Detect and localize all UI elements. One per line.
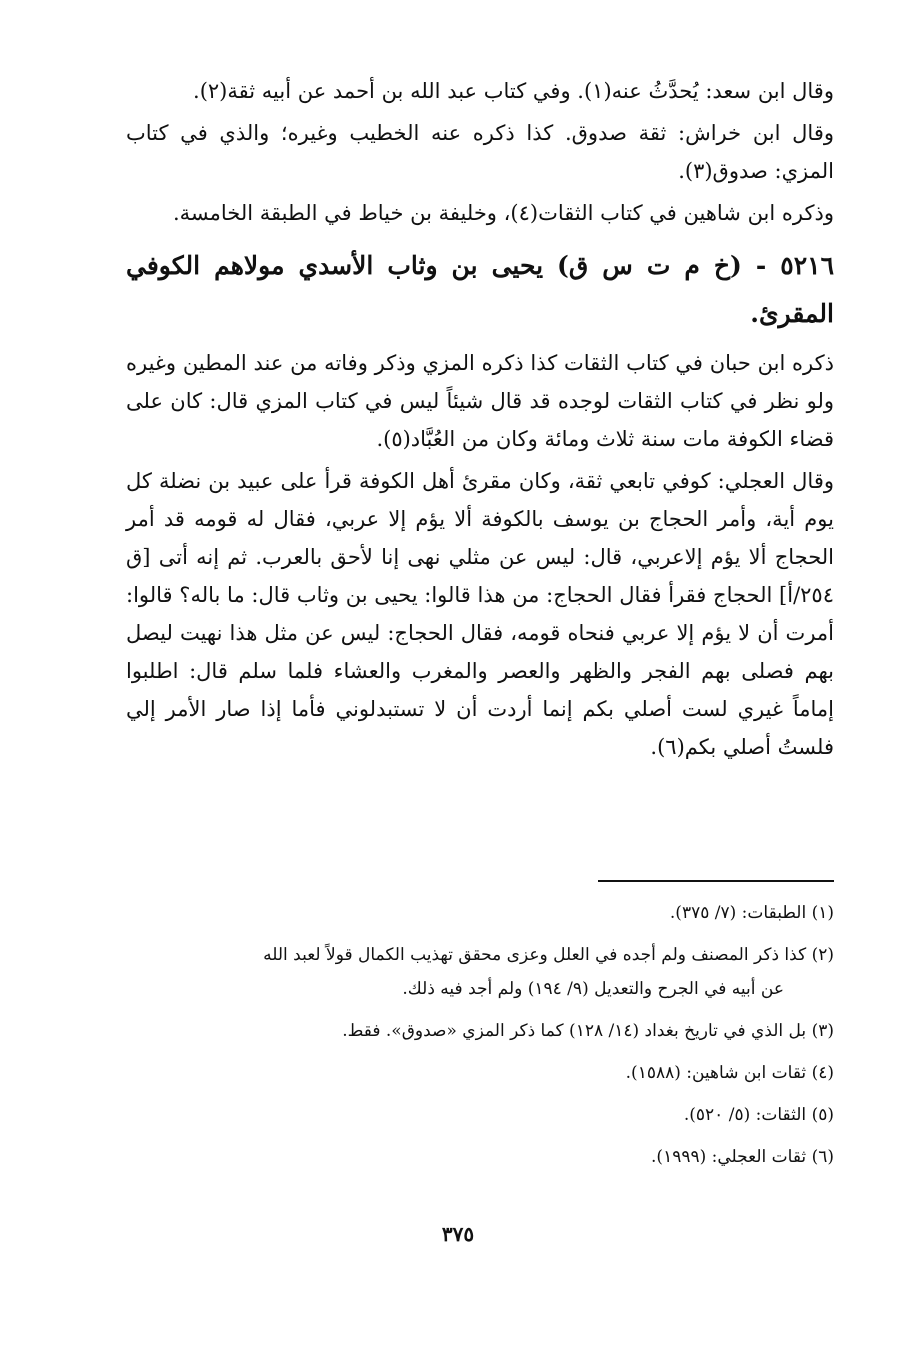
footnote: [126, 938, 834, 1006]
footnote-text: ثقات ابن شاهين: (١٥٨٨).: [625, 1063, 807, 1083]
main-text: [126, 72, 834, 770]
footnote-number: (٤): [811, 1063, 834, 1083]
footnote: [126, 1056, 834, 1090]
footnote-number: (١): [811, 903, 834, 923]
footnote: [126, 1140, 834, 1174]
footnote-text: كذا ذكر المصنف ولم أجده في العلل وعزى محقق تهذيب الكمال قولاً لعبد الله: [263, 945, 807, 965]
footnote-continuation: عن أبيه في الجرح والتعديل (٩/ ١٩٤) ولم أجد فيه ذلك.: [402, 979, 784, 999]
footnote-number: (٣): [811, 1021, 834, 1041]
footnote-text: الطبقات: (٧/ ٣٧٥).: [669, 903, 807, 923]
footnotes: [126, 896, 834, 1182]
paragraph-ibn-khirash: وقال ابن خراش: ثقة صدوق. كذا ذكره عنه الخطيب وغيره؛ والذي في كتاب المزي: صدوق(٣).: [126, 121, 834, 183]
footnote-text: الثقات: (٥/ ٥٢٠).: [683, 1105, 807, 1125]
footnote: [126, 1098, 834, 1132]
paragraph-ibn-shahin: وذكره ابن شاهين في كتاب الثقات(٤)، وخليفة بن خياط في الطبقة الخامسة.: [172, 201, 834, 225]
footnote-number: (٥): [811, 1105, 834, 1125]
paragraph-ibn-hibban: ذكره ابن حبان في كتاب الثقات كذا ذكره المزي وذكر وفاته من عند المطين وغيره ولو نظر في كتاب الثقات لوجده قد قال شيئاً ليس في كتاب المزي قال: كان على قضاء الكوفة مات سنة ثلاث ومائة وكان من العُبَّاد(٥).: [126, 351, 834, 451]
paragraph-ibn-saad: وقال ابن سعد: يُحدَّثُ عنه(١). وفي كتاب عبد الله بن أحمد عن أبيه ثقة(٢).: [193, 79, 834, 103]
page-number: ٣٧٥: [441, 1222, 475, 1246]
footnote-separator: [598, 880, 834, 882]
footnote-text: بل الذي في تاريخ بغداد (١٤/ ١٢٨) كما ذكر المزي «صدوق». فقط.: [342, 1021, 807, 1041]
footnote: [126, 1014, 834, 1048]
entry-heading: ٥٢١٦ - (خ م ت س ق) يحيى بن وثاب الأسدي مولاهم الكوفي المقرئ.: [126, 251, 834, 328]
footnote-number: (٦): [811, 1147, 834, 1167]
footnote-text: ثقات العجلي: (١٩٩٩).: [651, 1147, 807, 1167]
footnote-number: (٢): [811, 945, 834, 965]
paragraph-al-ijli: وقال العجلي: كوفي تابعي ثقة، وكان مقرئ أهل الكوفة قرأ على عبيد بن نضلة كل يوم أية، وأمر الحجاج بن يوسف بالكوفة ألا يؤم إلا عربي، فقال له قومه قد أمر الحجاج ألا يؤم إلاعربي، قال: ليس عن مثلي نهى إنا لأحق بالعرب. ثم إنه أتى [ق ٢٥٤/أ] الحجاج فقرأ فقال الحجاج: من هذا قالوا: يحيى بن وثاب قال: ما باله؟ قالوا: أمرت أن لا يؤم إلا عربي فنحاه قومه، فقال الحجاج: ليس عن مثل هذا نهيت ليصل بهم فصلى بهم الفجر والظهر والعصر والمغرب والعشاء فلما سلم قال: اطلبوا إماماً غيري لست أصلي بكم إنما أردت أن لا تستبدلوني فأما إذا صار الأمر إلي فلستُ أصلي بكم(٦).: [126, 469, 834, 759]
footnote: [126, 896, 834, 930]
